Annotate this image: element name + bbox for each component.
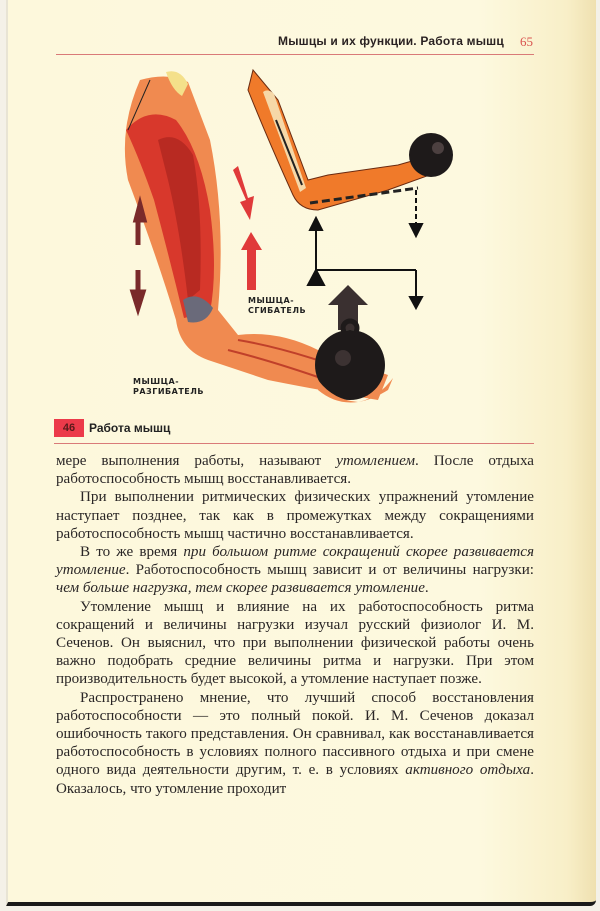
- page-number: 65: [520, 34, 533, 49]
- book-page: [6, 0, 596, 906]
- figure-caption: [54, 419, 170, 437]
- flexor-label-line2: СГИБАТЕЛЬ: [248, 306, 307, 315]
- flexor-arrows: [233, 166, 262, 290]
- emphasis-term: утомлением: [336, 453, 416, 469]
- text-run: .: [424, 580, 429, 597]
- text-run: Распространено мнение, что лучший способ восстановления работоспособности — это полный покой. И. М. Сеченов доказал ошибочность такого представления. Он сравнивал, как восстанавливается работоспособность в условиях полного пассивного отдыха и при смене одного вида деятельности другим, т. е. в условиях: [56, 689, 534, 779]
- emphasis-phrase: чем больше нагрузка, тем скорее развивается утомление: [56, 580, 425, 597]
- paragraph-5: [56, 689, 534, 798]
- figure-title: Работа мышц: [89, 421, 171, 435]
- text-run: . После отдыха работоспособность мышц восстанавливается.: [56, 453, 534, 488]
- paragraph-3: [56, 543, 534, 598]
- text-run: Утомление мышц и влияние на их работоспособность ритма сокращений и величины нагрузки изучал русский физиолог И. М. Сеченов. Он выяснил, что при выполнении физической работы очень важно подобрать средние величины ритма и нагрузки. При этом производительность будет высокой, а утомление наступает позже.: [56, 598, 534, 688]
- emphasis-phrase: при большом ритме сокращений скорее развивается утомление: [56, 544, 534, 579]
- text-run: В то же время: [80, 544, 184, 561]
- body-text: [56, 452, 534, 798]
- extensor-arrows: [133, 205, 144, 308]
- text-run: мере выполнения работы, называют: [56, 453, 337, 469]
- text-run: . Работоспособность мышц зависит и от величины нагрузки:: [125, 562, 534, 579]
- figure-number: 46: [54, 419, 84, 437]
- caption-rule: [54, 443, 534, 444]
- header-rule: [56, 54, 534, 55]
- text-run: При выполнении ритмических физических упражнений утомление наступает позднее, так как в промежутках между сокращениями работоспособность мышц частично восстанавливается.: [56, 489, 534, 542]
- flexor-label: [248, 296, 306, 316]
- running-title: Мышцы и их функции. Работа мышц: [278, 34, 504, 48]
- paragraph-2: [56, 488, 534, 543]
- extensor-label-line1: МЫШЦА-: [133, 377, 180, 386]
- muscle-work-illustration: [88, 60, 488, 440]
- flexor-label-line1: МЫШЦА-: [248, 296, 295, 305]
- lever-arm: [248, 70, 453, 210]
- emphasis-term: активного отдыха: [405, 762, 531, 779]
- text-run: . Оказалось, что утомление проходит: [56, 762, 534, 797]
- paragraph-4: [56, 598, 534, 689]
- extensor-label: [133, 377, 204, 397]
- extensor-label-line2: РАЗГИБАТЕЛЬ: [133, 387, 204, 396]
- paragraph-1: [56, 452, 534, 488]
